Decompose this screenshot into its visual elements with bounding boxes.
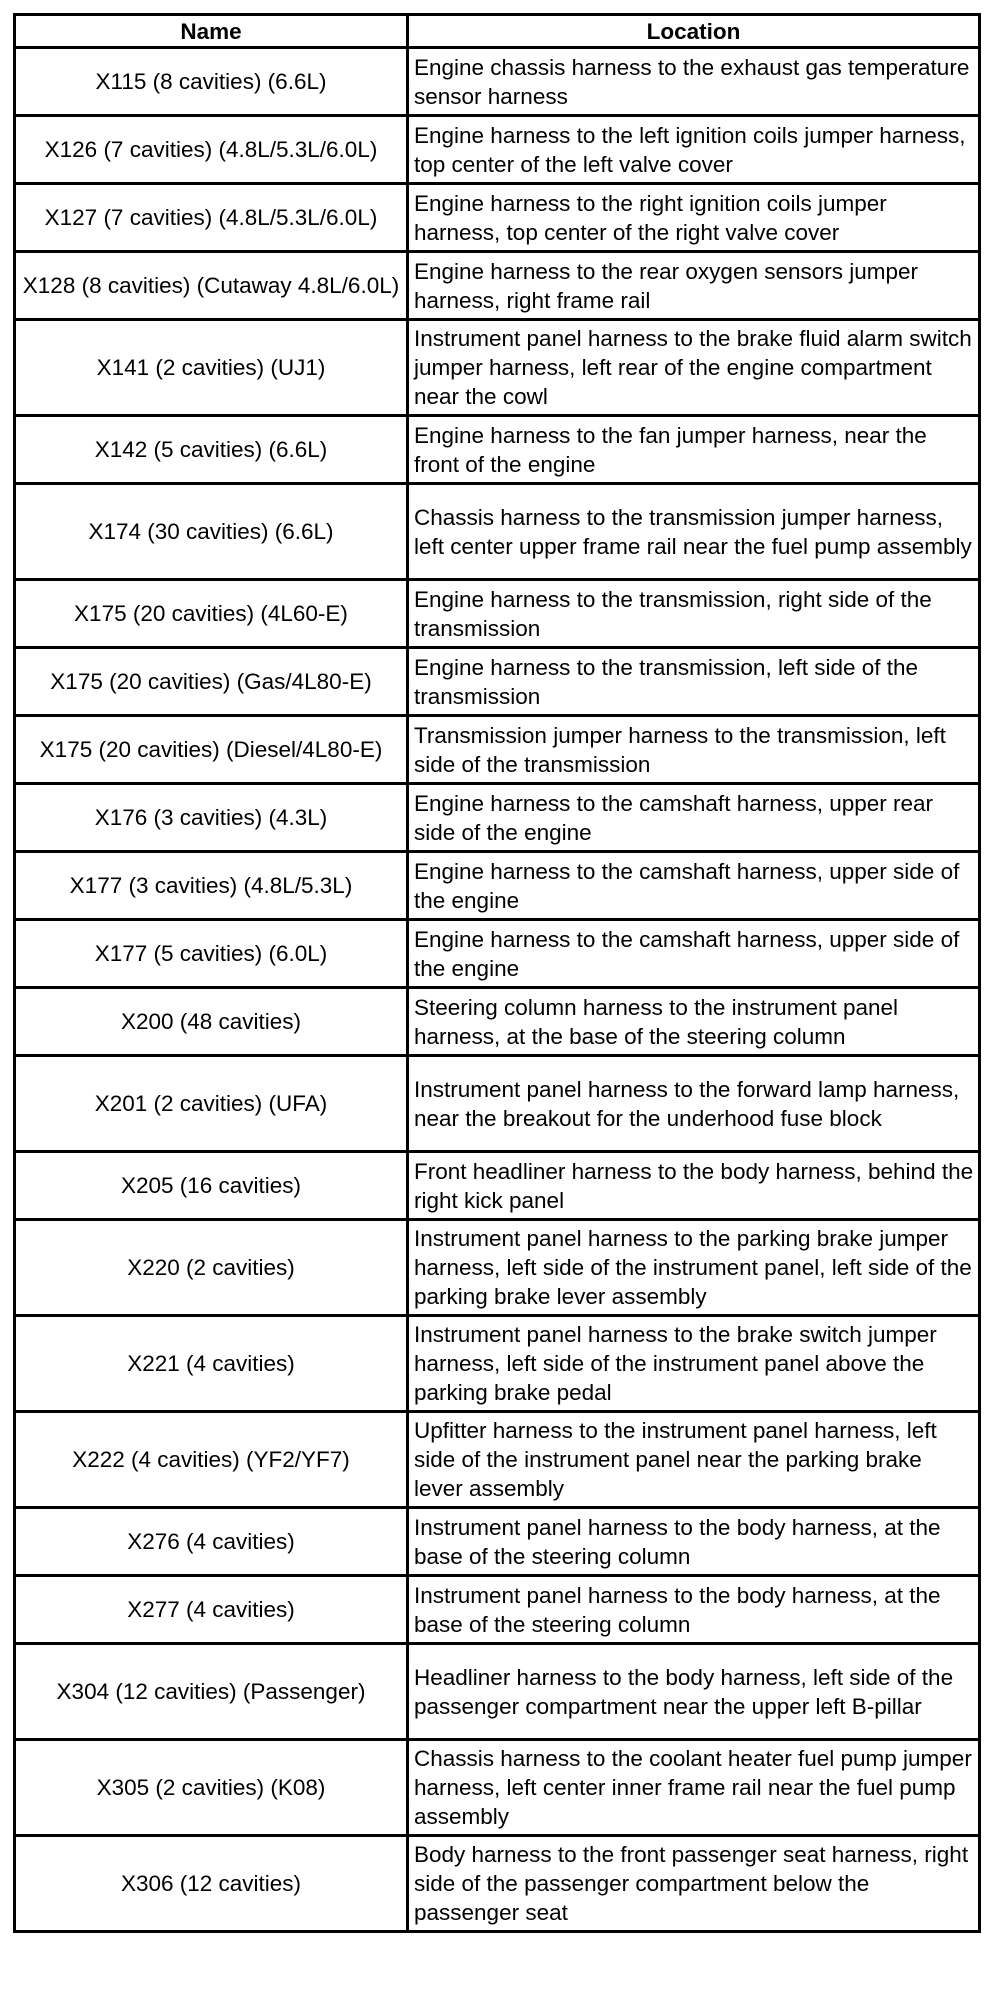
connector-name: X175 (20 cavities) (Diesel/4L80-E) bbox=[15, 716, 408, 784]
name-column-header: Name bbox=[15, 15, 408, 48]
table-row bbox=[15, 852, 980, 920]
connector-name: X306 (12 cavities) bbox=[15, 1836, 408, 1932]
connector-name: X205 (16 cavities) bbox=[15, 1152, 408, 1220]
connector-name: X276 (4 cavities) bbox=[15, 1508, 408, 1576]
connector-location: Chassis harness to the transmission jumper harness, left center upper frame rail near the fuel pump assembly bbox=[408, 484, 980, 580]
connector-location: Chassis harness to the coolant heater fuel pump jumper harness, left center inner frame rail near the fuel pump assembly bbox=[408, 1740, 980, 1836]
connector-location: Transmission jumper harness to the transmission, left side of the transmission bbox=[408, 716, 980, 784]
connector-name: X174 (30 cavities) (6.6L) bbox=[15, 484, 408, 580]
table-row bbox=[15, 252, 980, 320]
location-column-header: Location bbox=[408, 15, 980, 48]
table-row bbox=[15, 48, 980, 116]
table-row bbox=[15, 1644, 980, 1740]
connector-name: X277 (4 cavities) bbox=[15, 1576, 408, 1644]
table-row bbox=[15, 920, 980, 988]
connector-location: Upfitter harness to the instrument panel harness, left side of the instrument panel near the parking brake lever assembly bbox=[408, 1412, 980, 1508]
table-row bbox=[15, 580, 980, 648]
table-row bbox=[15, 184, 980, 252]
table-row bbox=[15, 116, 980, 184]
connector-location: Instrument panel harness to the body harness, at the base of the steering column bbox=[408, 1576, 980, 1644]
connector-name: X220 (2 cavities) bbox=[15, 1220, 408, 1316]
connector-name: X126 (7 cavities) (4.8L/5.3L/6.0L) bbox=[15, 116, 408, 184]
connector-location: Instrument panel harness to the body harness, at the base of the steering column bbox=[408, 1508, 980, 1576]
connector-location: Front headliner harness to the body harness, behind the right kick panel bbox=[408, 1152, 980, 1220]
table-row bbox=[15, 716, 980, 784]
connector-name: X175 (20 cavities) (Gas/4L80-E) bbox=[15, 648, 408, 716]
table-row bbox=[15, 416, 980, 484]
connector-name: X222 (4 cavities) (YF2/YF7) bbox=[15, 1412, 408, 1508]
connector-location: Engine harness to the left ignition coils jumper harness, top center of the left valve cover bbox=[408, 116, 980, 184]
connector-location: Engine harness to the camshaft harness, upper side of the engine bbox=[408, 920, 980, 988]
connector-location: Engine harness to the camshaft harness, upper side of the engine bbox=[408, 852, 980, 920]
table-row bbox=[15, 988, 980, 1056]
connector-location: Engine harness to the fan jumper harness, near the front of the engine bbox=[408, 416, 980, 484]
connector-location: Engine harness to the rear oxygen sensors jumper harness, right frame rail bbox=[408, 252, 980, 320]
connector-name: X115 (8 cavities) (6.6L) bbox=[15, 48, 408, 116]
connector-location: Instrument panel harness to the parking brake jumper harness, left side of the instrument panel, left side of the parking brake lever assembly bbox=[408, 1220, 980, 1316]
connector-name: X200 (48 cavities) bbox=[15, 988, 408, 1056]
connector-location: Engine harness to the transmission, right side of the transmission bbox=[408, 580, 980, 648]
connector-name: X221 (4 cavities) bbox=[15, 1316, 408, 1412]
connector-name: X177 (3 cavities) (4.8L/5.3L) bbox=[15, 852, 408, 920]
connector-location: Body harness to the front passenger seat harness, right side of the passenger compartment below the passenger seat bbox=[408, 1836, 980, 1932]
connector-location: Instrument panel harness to the brake fluid alarm switch jumper harness, left rear of the engine compartment near the cowl bbox=[408, 320, 980, 416]
connector-location: Instrument panel harness to the forward lamp harness, near the breakout for the underhood fuse block bbox=[408, 1056, 980, 1152]
connector-name: X128 (8 cavities) (Cutaway 4.8L/6.0L) bbox=[15, 252, 408, 320]
table-header-row bbox=[15, 15, 980, 48]
connector-name: X201 (2 cavities) (UFA) bbox=[15, 1056, 408, 1152]
connector-name: X127 (7 cavities) (4.8L/5.3L/6.0L) bbox=[15, 184, 408, 252]
table-row bbox=[15, 1152, 980, 1220]
connector-location-table bbox=[13, 13, 981, 1933]
table-row bbox=[15, 1576, 980, 1644]
connector-name: X177 (5 cavities) (6.0L) bbox=[15, 920, 408, 988]
connector-location: Engine harness to the right ignition coils jumper harness, top center of the right valve cover bbox=[408, 184, 980, 252]
connector-location: Engine harness to the camshaft harness, upper rear side of the engine bbox=[408, 784, 980, 852]
connector-location: Engine chassis harness to the exhaust gas temperature sensor harness bbox=[408, 48, 980, 116]
table-row bbox=[15, 648, 980, 716]
table-row bbox=[15, 1836, 980, 1932]
connector-name: X305 (2 cavities) (K08) bbox=[15, 1740, 408, 1836]
table-row bbox=[15, 784, 980, 852]
table-row bbox=[15, 320, 980, 416]
connector-location: Engine harness to the transmission, left side of the transmission bbox=[408, 648, 980, 716]
connector-name: X141 (2 cavities) (UJ1) bbox=[15, 320, 408, 416]
table-row bbox=[15, 1056, 980, 1152]
connector-location: Instrument panel harness to the brake switch jumper harness, left side of the instrument panel above the parking brake pedal bbox=[408, 1316, 980, 1412]
connector-location: Steering column harness to the instrument panel harness, at the base of the steering column bbox=[408, 988, 980, 1056]
connector-name: X304 (12 cavities) (Passenger) bbox=[15, 1644, 408, 1740]
table-row bbox=[15, 1508, 980, 1576]
table-row bbox=[15, 1412, 980, 1508]
table-row bbox=[15, 1220, 980, 1316]
connector-location: Headliner harness to the body harness, left side of the passenger compartment near the upper left B-pillar bbox=[408, 1644, 980, 1740]
table-row bbox=[15, 1316, 980, 1412]
connector-name: X175 (20 cavities) (4L60-E) bbox=[15, 580, 408, 648]
table-row bbox=[15, 484, 980, 580]
connector-name: X142 (5 cavities) (6.6L) bbox=[15, 416, 408, 484]
connector-name: X176 (3 cavities) (4.3L) bbox=[15, 784, 408, 852]
table-row bbox=[15, 1740, 980, 1836]
